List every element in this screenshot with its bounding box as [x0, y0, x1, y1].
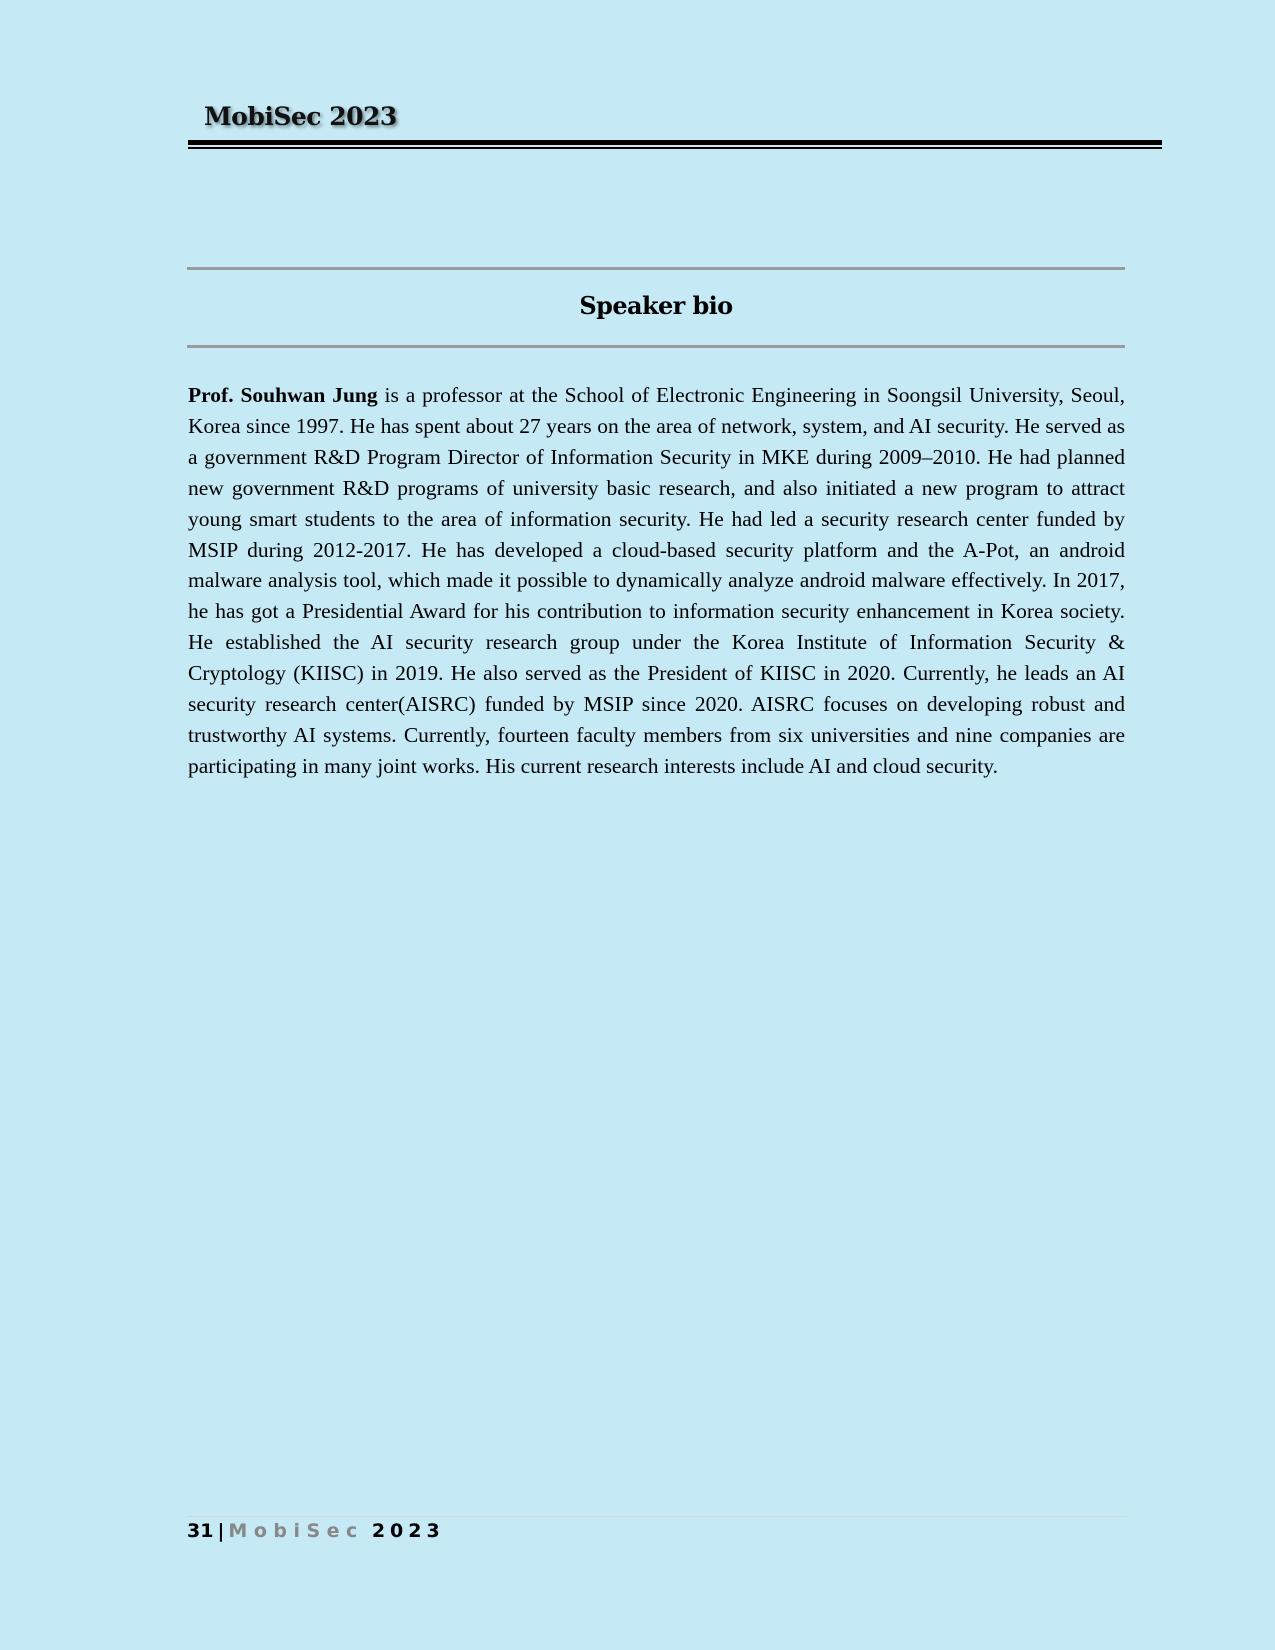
speaker-bio-paragraph: [188, 380, 1125, 782]
section-rule-bottom: [187, 345, 1125, 348]
running-header-title: MobiSec 2023: [204, 102, 397, 131]
footer-year: 2023: [371, 1520, 445, 1542]
header-rule-thin: [188, 147, 1162, 149]
page-footer: [187, 1520, 445, 1542]
speaker-bio-text: is a professor at the School of Electronic Engineering in Soongsil University, Seoul, Korea since 1997. He has spent about 27 years on the area of network, system, and AI security. He served as a government R&D Program Director of Information Security in MKE during 2009–2010. He had planned new government R&D programs of university basic research, and also initiated a new program to attract young smart students to the area of information security. He had led a security research center funded by MSIP during 2012-2017. He has developed a cloud-based security platform and the A-Pot, an android malware analysis tool, which made it possible to dynamically analyze android malware effectively. In 2017, he has got a Presidential Award for his contribution to information security enhancement in Korea society. He established the AI security research group under the Korea Institute of Information Security & Cryptology (KIISC) in 2019. He also served as the President of KIISC in 2020. Currently, he leads an AI security research center(AISRC) funded by MSIP since 2020. AISRC focuses on developing robust and trustworthy AI systems. Currently, fourteen faculty members from six universities and nine companies are participating in many joint works. His current research interests include AI and cloud security.: [188, 383, 1125, 778]
speaker-name: Prof. Souhwan Jung: [188, 383, 378, 407]
page-number: 31: [187, 1520, 214, 1542]
section-rule-top: [187, 267, 1125, 270]
footer-brand: MobiSec: [228, 1520, 364, 1542]
header-rule-thick: [188, 140, 1162, 145]
footer-rule: [188, 1516, 1127, 1517]
footer-separator: |: [217, 1520, 225, 1542]
section-title: Speaker bio: [579, 291, 733, 320]
